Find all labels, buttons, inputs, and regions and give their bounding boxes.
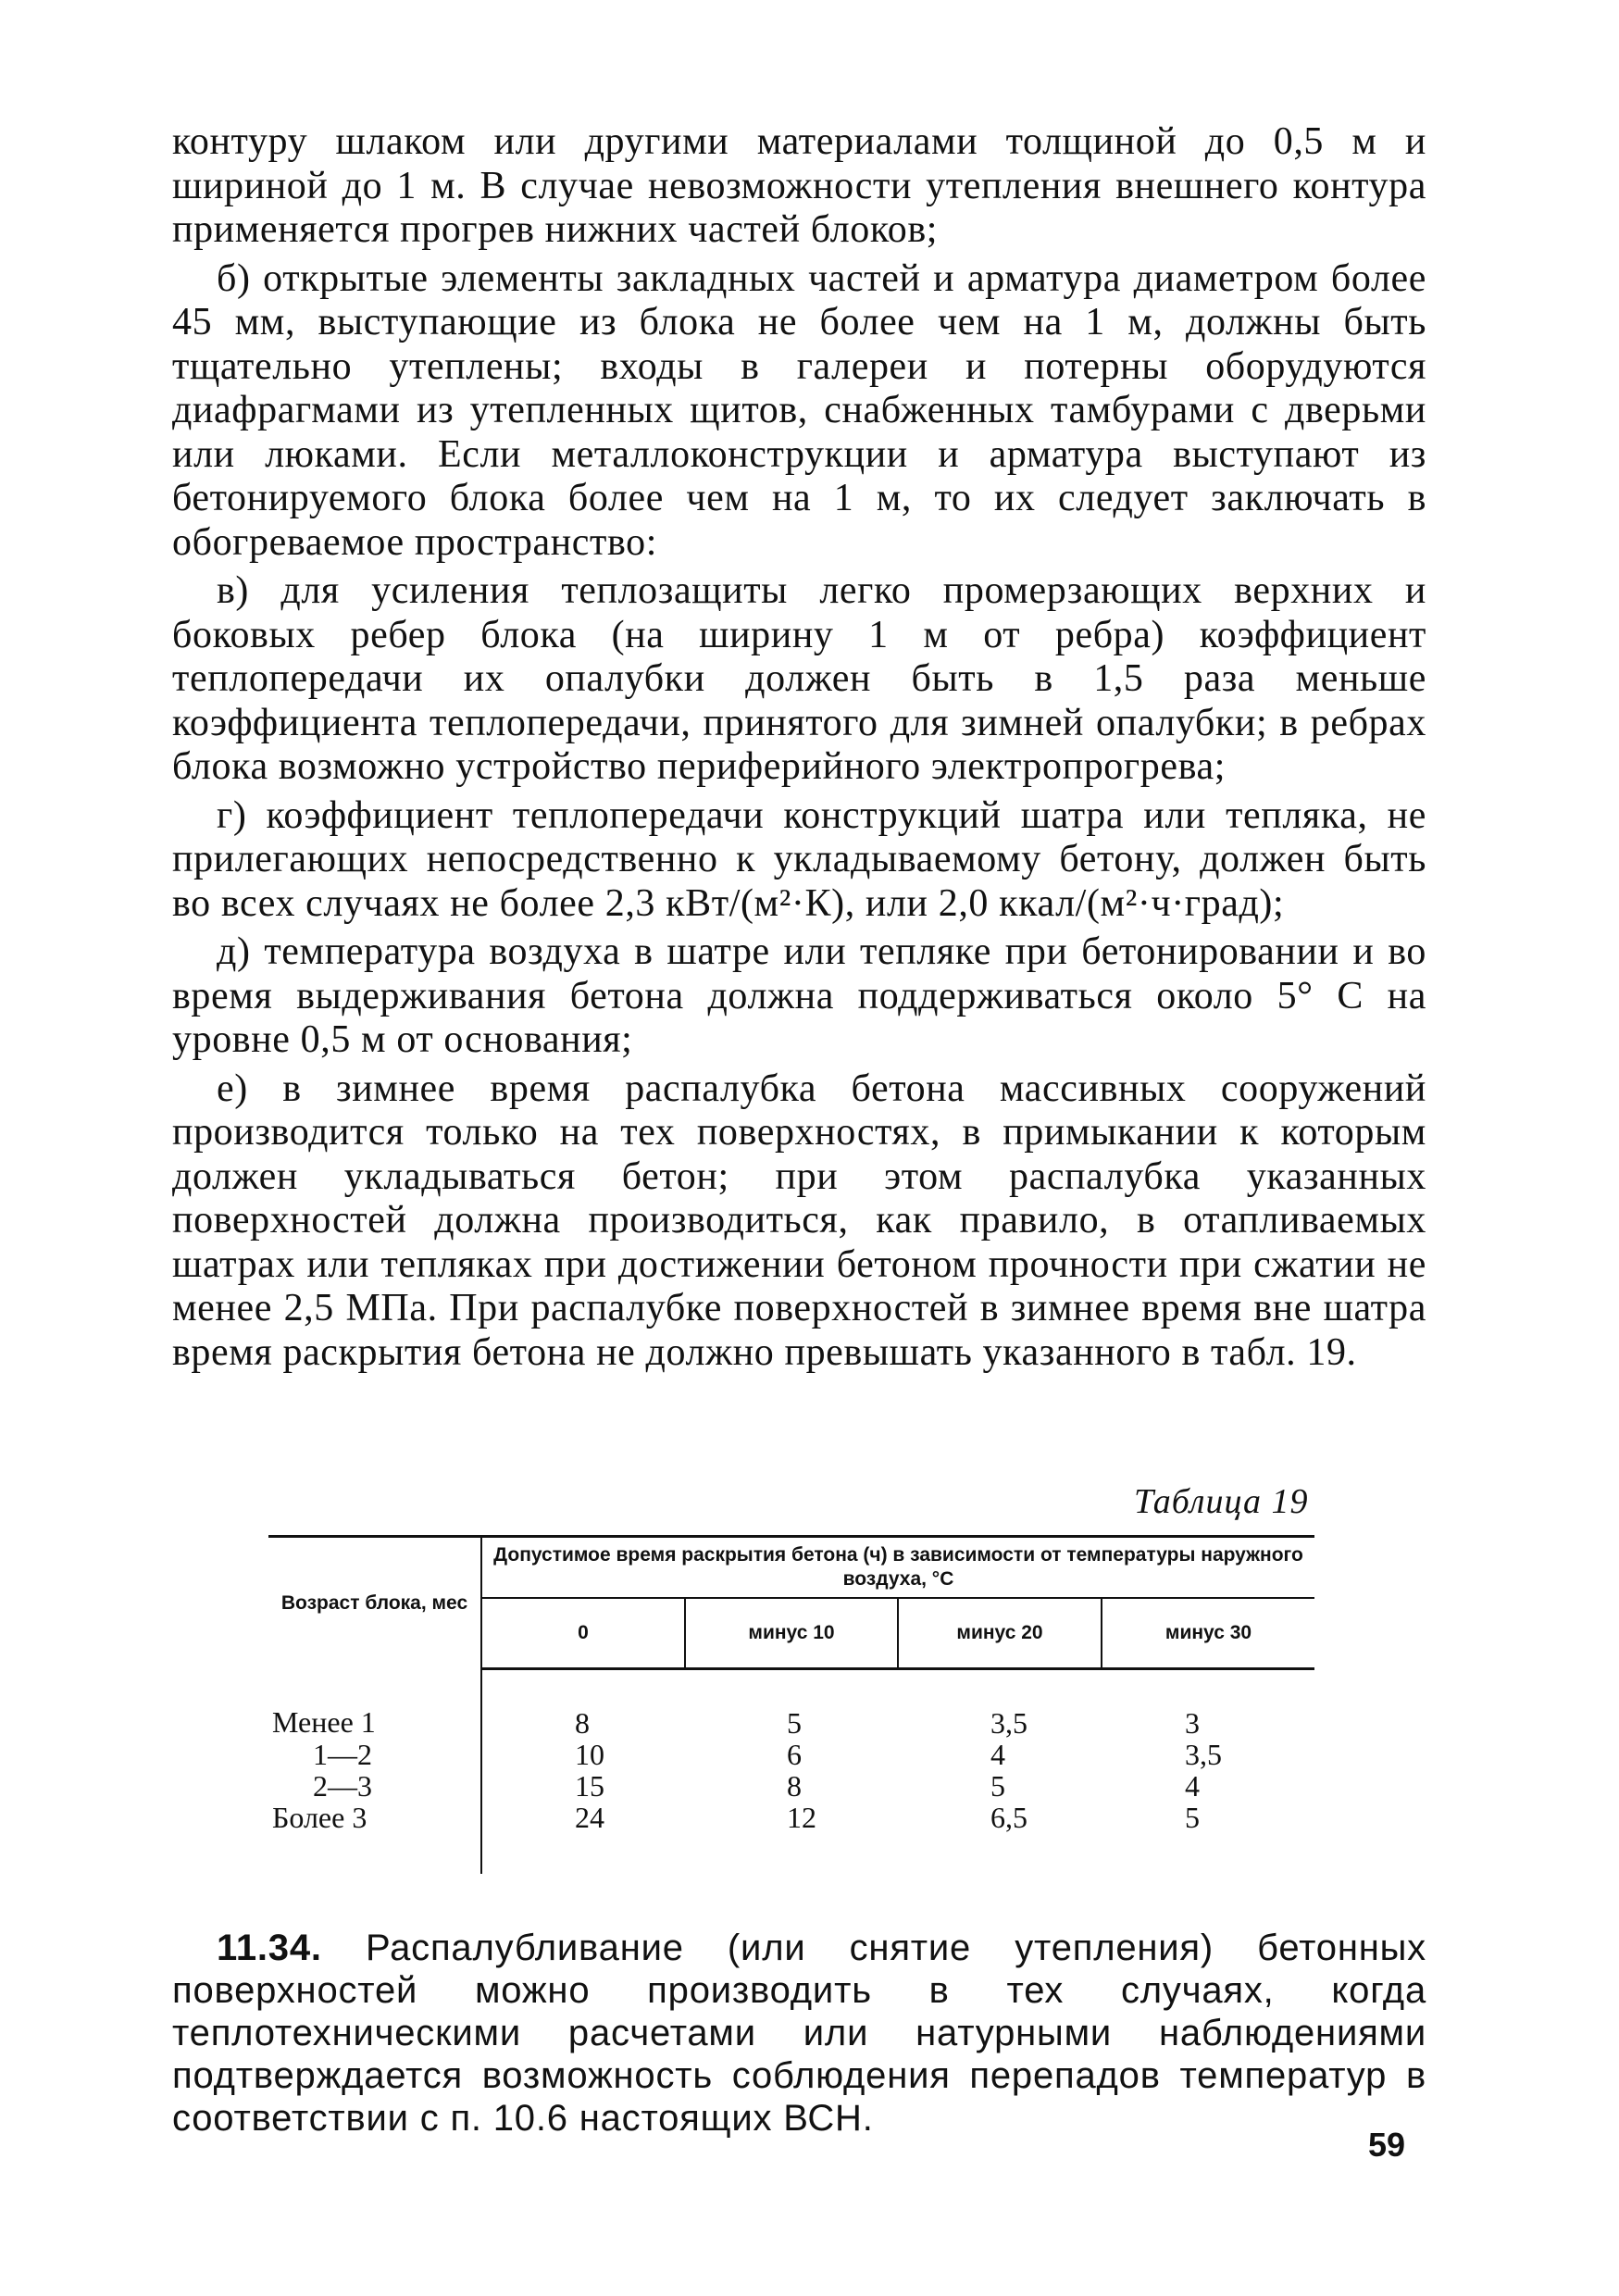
cell-value: 5: [1185, 1801, 1200, 1834]
cell-value: 3: [1185, 1706, 1200, 1740]
header-temp-0: 0: [481, 1598, 685, 1669]
cell-value: 5: [787, 1706, 802, 1740]
paragraph-g: г) коэффициент теплопередачи конструкций шатра или тепляка, не прилегающих непосредственно к укладываемому бетону, должен быть во всех случаях не более 2,3 кВт/(м²·К), или 2,0 ккал/(м²·ч·град);: [172, 793, 1426, 925]
cell-age: 2—3: [313, 1769, 372, 1803]
cell-age: Более 3: [272, 1801, 367, 1834]
cell-value: 3,5: [1185, 1738, 1222, 1771]
cell-value: 4: [990, 1738, 1005, 1771]
table-caption: Таблица 19: [1134, 1482, 1309, 1521]
paragraph-continuation: контуру шлаком или другими материалами толщиной до 0,5 м и шириной до 1 м. В случае невозможности утепления внешнего контура применяется прогрев нижних частей блоков;: [172, 120, 1426, 251]
cell-value: 4: [1185, 1769, 1200, 1803]
paragraph-b: б) открытые элементы закладных частей и арматура диаметром более 45 мм, выступающие из блока не более чем на 1 м, должны быть тщательно утеплены; входы в галереи и потерны оборудуются диафрагмами из утепленных щитов, снабженных тамбурами с дверьми или люками. Если металлоконструкции и арматура выступают из бетонируемого блока более чем на 1 м, то их следует заключать в обогреваемое пространство:: [172, 256, 1426, 564]
header-group: Допустимое время раскрытия бетона (ч) в зависимости от температуры наружного воздуха, °С: [481, 1537, 1314, 1599]
header-temp-minus10: минус 10: [685, 1598, 898, 1669]
paragraph-e: е) в зимнее время распалубка бетона массивных сооружений производится только на тех поверхностях, в примыкании к которым должен укладываться бетон; при этом распалубка указанных поверхностей должна производиться, как правило, в отапливаемых шатрах или тепляках при достижении бетоном прочности при сжатии не менее 2,5 МПа. При распалубке поверхностей в зимнее время вне шатра время раскрытия бетона не должно превышать указанного в табл. 19.: [172, 1067, 1426, 1374]
section-number: 11.34.: [217, 1928, 322, 1968]
cell-value: 8: [787, 1769, 802, 1803]
paragraph-d: д) температура воздуха в шатре или тепляке при бетонировании и во время выдерживания бетона должна поддерживаться около 5° С на уровне 0,5 м от основания;: [172, 930, 1426, 1061]
table-row: [268, 1770, 1314, 1802]
cell-value: 6: [787, 1738, 802, 1771]
cell-value: 15: [481, 1770, 685, 1802]
page-number: 59: [1368, 2126, 1406, 2164]
paragraph-v: в) для усиления теплозащиты легко промерзающих верхних и боковых ребер блока (на ширину 1 м от ребра) коэффициент теплопередачи их опалубки должен быть в 1,5 раза меньше коэффициента теплопередачи, принятого для зимней опалубки; в ребрах блока возможно устройство периферийного электропрогрева;: [172, 569, 1426, 788]
cell-value: 12: [787, 1801, 816, 1834]
cell-value: 10: [481, 1739, 685, 1770]
section-11-34: [172, 1922, 1426, 2140]
page-body: [172, 120, 1426, 1375]
cell-age: 1—2: [313, 1738, 372, 1771]
cell-age: Менее 1: [272, 1704, 376, 1739]
table-row: [268, 1739, 1314, 1770]
cell-value: 3,5: [990, 1706, 1027, 1740]
section-paragraph: [172, 1927, 1426, 2140]
cell-value: 8: [481, 1669, 685, 1740]
cell-value: 5: [990, 1769, 1005, 1803]
cell-value: 24: [481, 1802, 685, 1874]
cell-value: 6,5: [990, 1801, 1027, 1834]
table-row: [268, 1802, 1314, 1874]
table-19: [268, 1535, 1314, 1874]
header-temp-minus20: минус 20: [898, 1598, 1102, 1669]
header-age: Возраст блока, мес: [268, 1537, 481, 1669]
header-temp-minus30: минус 30: [1102, 1598, 1314, 1669]
table-row: [268, 1669, 1314, 1740]
section-text: Распалубливание (или снятие утепления) бетонных поверхностей можно производить в тех случаях, когда теплотехническими расчетами или натурными наблюдениями подтверждается возможность соблюдения перепадов температур в соответствии с п. 10.6 настоящих ВСН.: [172, 1928, 1426, 2139]
